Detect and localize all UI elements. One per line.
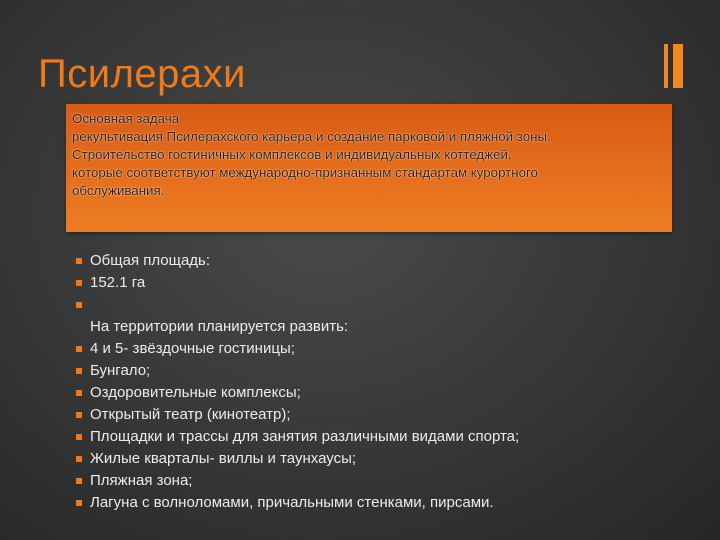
bullet-square-icon (76, 368, 82, 374)
bullet-text: Оздоровительные комплексы; (90, 384, 301, 401)
bullet-text: Бунгало; (90, 362, 151, 379)
bullet-text: Площадки и трассы для занятия различными видами спорта; (90, 428, 520, 445)
bullet-square-icon (76, 302, 82, 308)
bullet-square-icon (76, 434, 82, 440)
bullet-square-icon (76, 390, 82, 396)
decoration-bar-thin (664, 44, 668, 88)
bullet-text: Общая площадь: (90, 252, 211, 269)
bullet-item (76, 470, 519, 492)
bullet-text: 152.1 га (90, 274, 146, 291)
bullet-square-icon (76, 346, 82, 352)
bullet-square-icon (76, 280, 82, 286)
bullet-square-icon (76, 258, 82, 264)
callout-line: рекультивация Псилерахского карьера и создание парковой и пляжной зоны. (72, 129, 551, 144)
bullet-text: Пляжная зона; (90, 472, 193, 489)
bullet-item (76, 382, 519, 404)
bullet-item (76, 360, 519, 382)
bullet-square-icon (76, 500, 82, 506)
callout-box (66, 104, 672, 232)
bullet-text: Открытый театр (кинотеатр); (90, 406, 291, 423)
bullet-text: На территории планируется развить: (90, 318, 349, 335)
bullet-item (76, 426, 519, 448)
bullet-text: 4 и 5- звёздочные гостиницы; (90, 340, 295, 357)
bullet-text: Лагуна с волноломами, причальными стенками, пирсами. (90, 494, 494, 511)
bullet-square-icon (76, 478, 82, 484)
slide-title: Псилерахи (38, 52, 247, 96)
callout-line: которые соответствуют международно-признанным стандартам курортного (72, 165, 538, 180)
callout-line: обслуживания. (72, 183, 165, 198)
bullet-item (76, 492, 519, 514)
decoration-bar-thick (673, 44, 683, 88)
bullet-item (76, 338, 519, 360)
bullet-item (76, 404, 519, 426)
bullet-item (76, 448, 519, 470)
bullet-text: Жилые кварталы- виллы и таунхаусы; (90, 450, 357, 467)
bullet-square-icon (76, 412, 82, 418)
corner-decoration-bars (664, 44, 688, 88)
bullet-item (76, 250, 519, 272)
bullet-list (76, 250, 519, 514)
callout-line: Строительство гостиничных комплексов и индивидуальных коттеджей, (72, 147, 512, 162)
bullet-item (76, 272, 519, 294)
bullet-square-icon (76, 456, 82, 462)
bullet-item (76, 294, 519, 316)
bullet-item (76, 316, 519, 338)
callout-line: Основная задача (72, 111, 180, 126)
